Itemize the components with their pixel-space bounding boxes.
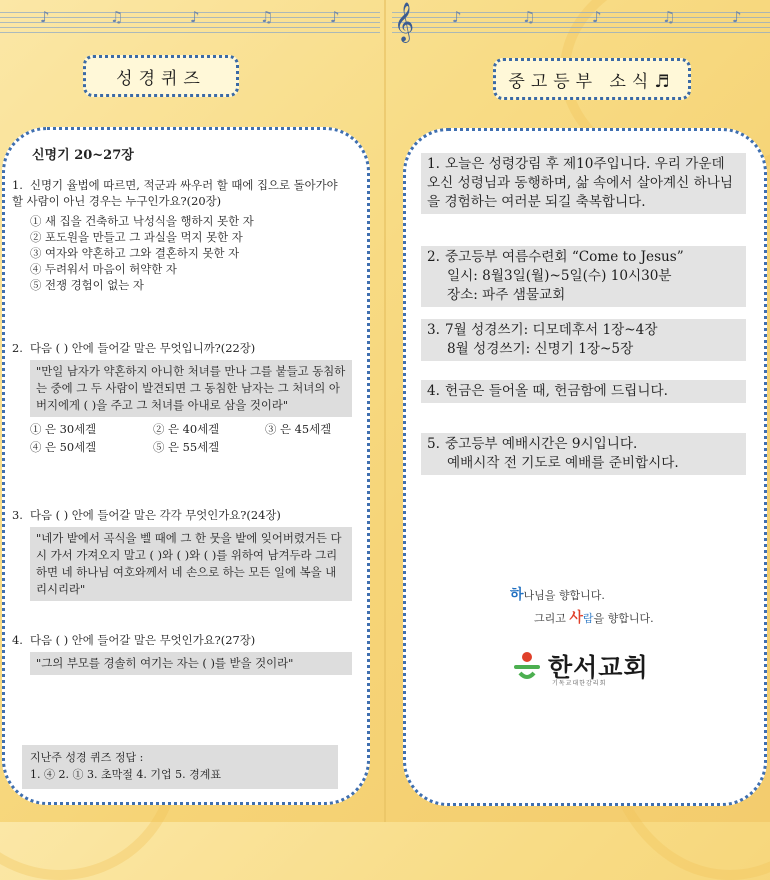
option: ④ 두려워서 마음이 허약한 자 bbox=[30, 262, 177, 276]
question-number: 4. bbox=[12, 633, 23, 647]
news-number: 3. bbox=[427, 322, 440, 338]
slogan-line-2 bbox=[534, 607, 654, 627]
music-staff-right bbox=[392, 2, 770, 42]
news-title-box bbox=[493, 58, 691, 100]
option: ② 포도원을 만들고 그 과실을 먹지 못한 자 bbox=[30, 230, 243, 244]
question-2 bbox=[12, 340, 352, 455]
news-number: 5. bbox=[427, 436, 440, 452]
music-note-icon: ♫ bbox=[522, 8, 536, 26]
question-number: 3. bbox=[12, 508, 23, 522]
news-line: 예배시작 전 기도로 예배를 준비합시다. bbox=[447, 455, 679, 471]
church-logo bbox=[512, 648, 649, 687]
option: ② 은 40세겔 bbox=[153, 422, 220, 436]
quiz-title: 성경퀴즈 bbox=[116, 68, 206, 89]
question-quote: "그의 부모를 경솔히 여기는 자는 ( )를 받을 것이라" bbox=[30, 652, 352, 675]
news-line: 장소: 파주 샘물교회 bbox=[447, 287, 566, 303]
question-4 bbox=[12, 632, 352, 675]
quiz-chapter: 신명기 20~27장 bbox=[32, 148, 134, 163]
news-item-1 bbox=[421, 153, 746, 214]
news-number: 1. bbox=[427, 156, 440, 172]
news-item-2 bbox=[421, 246, 746, 307]
news-line: 일시: 8월3일(월)~5일(수) 10시30분 bbox=[447, 268, 672, 284]
music-note-icon: ♫ bbox=[260, 8, 274, 26]
music-note-icon: ♪ bbox=[452, 8, 462, 26]
news-line: 7월 성경쓰기: 디모데후서 1장~4장 bbox=[445, 322, 658, 338]
news-item-3 bbox=[421, 319, 746, 361]
church-name: 한서교회 bbox=[548, 653, 649, 682]
question-text: 다음 ( ) 안에 들어갈 말은 무엇인가요?(27장) bbox=[30, 633, 256, 647]
slogan-highlight: 하 bbox=[510, 587, 524, 603]
question-1 bbox=[12, 177, 352, 293]
page-fold bbox=[384, 0, 386, 822]
news-number: 2. bbox=[427, 249, 440, 265]
news-item-4 bbox=[421, 380, 746, 403]
news-title: 중고등부 소식♬ bbox=[508, 71, 676, 92]
question-number: 2. bbox=[12, 341, 23, 355]
question-text: 다음 ( ) 안에 들어갈 말은 무엇입니까?(22장) bbox=[30, 341, 256, 355]
option: ③ 은 45세겔 bbox=[265, 422, 332, 436]
option: ① 새 집을 건축하고 낙성식을 행하지 못한 자 bbox=[30, 214, 254, 228]
question-quote: "네가 밭에서 곡식을 벨 때에 그 한 뭇을 밭에 잊어버렸거든 다시 가서 가져오지 말고 ( )와 ( )와 ( )를 위하여 남겨두라 그리하면 네 하나님 여호와께서 네 손으로 하는 모든 일에 복을 내리시리라" bbox=[30, 527, 352, 601]
slogan-text: 그리고 bbox=[534, 612, 570, 625]
question-quote: "만일 남자가 약혼하지 아니한 처녀를 만나 그를 붙들고 동침하는 중에 그 두 사람이 발견되면 그 동침한 남자는 그 처녀의 아버지에게 ( )을 주고 그 처녀를 아내로 삼을 것이라" bbox=[30, 360, 352, 417]
slogan-text: 을 향합니다. bbox=[593, 612, 654, 625]
news-line: 중고등부 여름수련회 “Come to Jesus” bbox=[445, 249, 684, 265]
music-note-icon: ♫ bbox=[662, 8, 676, 26]
music-staff-left bbox=[0, 10, 380, 36]
slogan-text: 람 bbox=[582, 612, 594, 625]
church-denomination: 기독교대한감리회 bbox=[552, 680, 607, 687]
music-note-icon: ♪ bbox=[190, 8, 200, 26]
question-text: 신명기 율법에 따르면, 적군과 싸우러 할 때에 집으로 돌아가야 할 사람이 아닌 경우는 누구인가요?(20장) bbox=[12, 178, 338, 208]
music-note-icon: ♪ bbox=[592, 8, 602, 26]
news-line: 헌금은 들어올 때, 헌금함에 드립니다. bbox=[445, 383, 668, 399]
news-number: 4. bbox=[427, 383, 440, 399]
music-note-icon: ♪ bbox=[40, 8, 50, 26]
option: ⑤ 전쟁 경험이 없는 자 bbox=[30, 278, 144, 292]
slogan-text: 나님을 향합니다. bbox=[523, 589, 605, 602]
slogan-highlight: 사 bbox=[569, 610, 583, 626]
question-3 bbox=[12, 507, 352, 601]
news-line: 오늘은 성령강림 후 제10주입니다. 우리 가운데 오신 성령님과 동행하며, 삶 속에서 살아계신 하나님을 경험하는 여러분 되길 축복합니다. bbox=[427, 156, 734, 210]
music-note-icon: ♪ bbox=[330, 8, 340, 26]
music-note-icon: ♪ bbox=[732, 8, 742, 26]
option: ④ 은 50세겔 bbox=[30, 440, 97, 454]
quiz-title-box bbox=[83, 55, 239, 97]
treble-clef-icon: 𝄞 bbox=[394, 2, 415, 42]
church-logo-icon bbox=[512, 651, 542, 681]
option: ③ 여자와 약혼하고 그와 결혼하지 못한 자 bbox=[30, 246, 240, 260]
slogan-line-1 bbox=[510, 584, 605, 604]
answers-line: 1. ④ 2. ① 3. 초막절 4. 기업 5. 경계표 bbox=[30, 768, 221, 781]
question-number: 1. bbox=[12, 178, 23, 192]
question-text: 다음 ( ) 안에 들어갈 말은 각각 무엇인가요?(24장) bbox=[30, 508, 281, 522]
news-line: 8월 성경쓰기: 신명기 1장~5장 bbox=[447, 341, 634, 357]
option: ⑤ 은 55세겔 bbox=[153, 440, 220, 454]
news-line: 중고등부 예배시간은 9시입니다. bbox=[445, 436, 638, 452]
news-item-5 bbox=[421, 433, 746, 475]
option: ① 은 30세겔 bbox=[30, 422, 97, 436]
answers-heading: 지난주 성경 퀴즈 정답 : bbox=[30, 751, 144, 764]
last-week-answers bbox=[22, 745, 338, 789]
music-note-icon: ♫ bbox=[110, 8, 124, 26]
